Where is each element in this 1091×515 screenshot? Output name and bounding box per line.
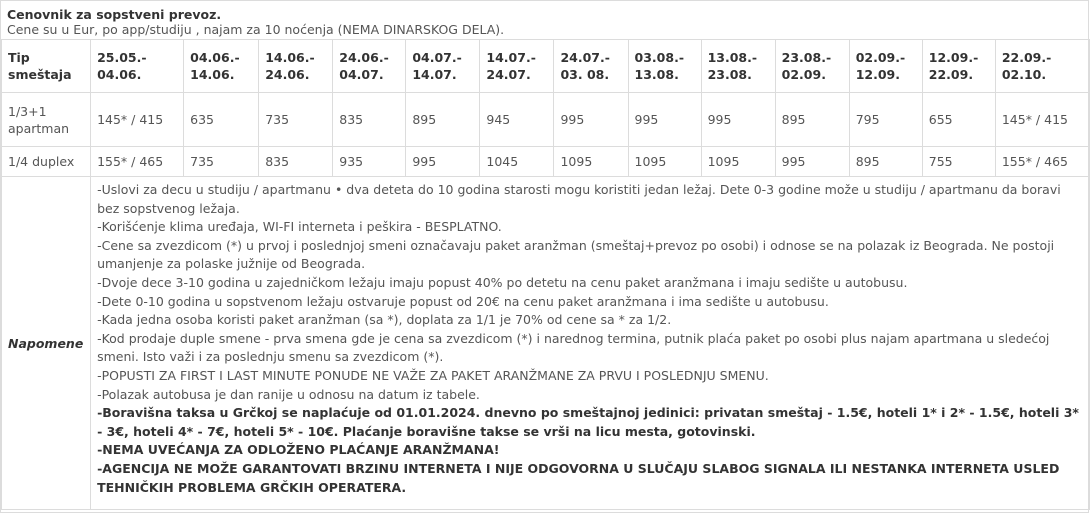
notes-label: Napomene xyxy=(2,177,91,510)
price-cell: 995 xyxy=(406,147,480,177)
price-cell: 635 xyxy=(184,93,259,147)
price-cell: 1095 xyxy=(628,147,701,177)
price-table xyxy=(1,39,1090,510)
price-cell: 735 xyxy=(184,147,259,177)
price-cell: 795 xyxy=(849,93,922,147)
period-header: 03.08.- 13.08. xyxy=(628,40,701,93)
note-item: -Kada jedna osoba koristi paket aranžman (sa *), doplata za 1/1 je 70% od cene sa * za 1/2. xyxy=(97,312,672,328)
note-item: -Kod prodaje duple smene - prva smena gde je cena sa zvezdicom (*) i narednog termina, putnik plaća paket po osobi plus najam apartmana u sledećoj smeni. Isto važi i za poslednju smenu sa zvezdicom (*). xyxy=(97,330,1050,365)
period-header: 25.05.- 04.06. xyxy=(91,40,184,93)
price-cell: 945 xyxy=(480,93,554,147)
notes-row xyxy=(2,177,1090,510)
note-item: -Uslovi za decu u studiju / apartmanu • dva deteta do 10 godina starosti mogu koristiti jedan ležaj. Dete 0-3 godine može u studiju / apartmanu da boravi bez sopstvenog ležaja. xyxy=(97,182,1061,216)
price-cell: 995 xyxy=(701,93,775,147)
price-cell: 1095 xyxy=(554,147,628,177)
price-cell: 155* / 465 xyxy=(91,147,184,177)
notes-body xyxy=(91,177,1090,510)
note-item: -Dete 0-10 godina u sopstvenom ležaju ostvaruje popust od 20€ na cenu paket aranžmana i ima sedište u autobusu. xyxy=(97,293,829,309)
price-cell: 145* / 415 xyxy=(995,93,1089,147)
page-title: Cenovnik za sopstveni prevoz. xyxy=(7,7,222,22)
price-cell: 835 xyxy=(259,147,333,177)
price-cell: 995 xyxy=(628,93,701,147)
table-row xyxy=(2,147,1090,177)
price-cell: 655 xyxy=(922,93,995,147)
price-cell: 735 xyxy=(259,93,333,147)
note-item: -POPUSTI ZA FIRST I LAST MINUTE PONUDE NE VAŽE ZA PAKET ARANŽMANE ZA PRVU I POSLEDNJU SMENU. xyxy=(97,367,769,383)
accommodation-type-header: Tip smeštaja xyxy=(2,40,91,93)
price-cell: 935 xyxy=(333,147,406,177)
period-header: 14.06.- 24.06. xyxy=(259,40,333,93)
price-cell: 895 xyxy=(406,93,480,147)
price-cell: 155* / 465 xyxy=(995,147,1089,177)
note-item: -Korišćenje klima uređaja, WI-FI interneta i peškira - BESPLATNO. xyxy=(97,219,502,235)
period-header: 13.08.- 23.08. xyxy=(701,40,775,93)
note-item-bold: -Boravišna taksa u Grčkoj se naplaćuje od 01.01.2024. dnevno po smeštajnoj jedinici: privatan smeštaj - 1.5€, hoteli 1* i 2* - 1.5€, hoteli 3* - 3€, hoteli 4* - 7€, hoteli 5* - 10€. Plaćanje boravišne takse se vrši na licu mesta, gotovinski. xyxy=(97,405,1079,439)
price-cell: 835 xyxy=(333,93,406,147)
price-cell: 755 xyxy=(922,147,995,177)
price-cell: 1045 xyxy=(480,147,554,177)
note-item: -Cene sa zvezdicom (*) u prvoj i poslednjoj smeni označavaju paket aranžman (smeštaj+prevoz po osobi) i odnose se na polazak iz Beograda. Ne postoji umanjenje za polaske južnije od Beograda. xyxy=(97,237,1055,272)
price-cell: 995 xyxy=(554,93,628,147)
accommodation-type-cell: 1/4 duplex xyxy=(2,147,91,177)
accommodation-type-cell: 1/3+1 apartman xyxy=(2,93,91,147)
price-cell: 895 xyxy=(849,147,922,177)
period-header: 14.07.- 24.07. xyxy=(480,40,554,93)
note-item: -Polazak autobusa je dan ranije u odnosu na datum iz tabele. xyxy=(97,386,480,402)
period-header: 04.06.- 14.06. xyxy=(184,40,259,93)
price-cell: 1095 xyxy=(701,147,775,177)
price-cell: 145* / 415 xyxy=(91,93,184,147)
table-header-row xyxy=(2,40,1090,93)
table-row xyxy=(2,93,1090,147)
period-header: 12.09.- 22.09. xyxy=(922,40,995,93)
note-item-bold: -AGENCIJA NE MOŽE GARANTOVATI BRZINU INTERNETA I NIJE ODGOVORNA U SLUČAJU SLABOG SIGNALA ILI NESTANKA INTERNETA USLED TEHNIČKIH PROBLEMA GRČKIH OPERATERA. xyxy=(97,460,1060,495)
period-header: 02.09.- 12.09. xyxy=(849,40,922,93)
period-header: 23.08.- 02.09. xyxy=(775,40,849,93)
page-subtitle: Cene su u Eur, po app/studiju , najam za 10 noćenja (NEMA DINARSKOG DELA). xyxy=(7,22,505,37)
period-header: 24.07.- 03. 08. xyxy=(554,40,628,93)
period-header: 24.06.- 04.07. xyxy=(333,40,406,93)
price-cell: 995 xyxy=(775,147,849,177)
period-header: 04.07.- 14.07. xyxy=(406,40,480,93)
note-item-bold: -NEMA UVEĆANJA ZA ODLOŽENO PLAĆANJE ARANŽMANA! xyxy=(97,442,500,458)
period-header: 22.09.- 02.10. xyxy=(995,40,1089,93)
price-cell: 895 xyxy=(775,93,849,147)
price-list-header xyxy=(1,1,1088,39)
note-item: -Dvoje dece 3-10 godina u zajedničkom ležaju imaju popust 40% po detetu na cenu paket aranžmana i imaju sedište u autobusu. xyxy=(97,274,908,290)
